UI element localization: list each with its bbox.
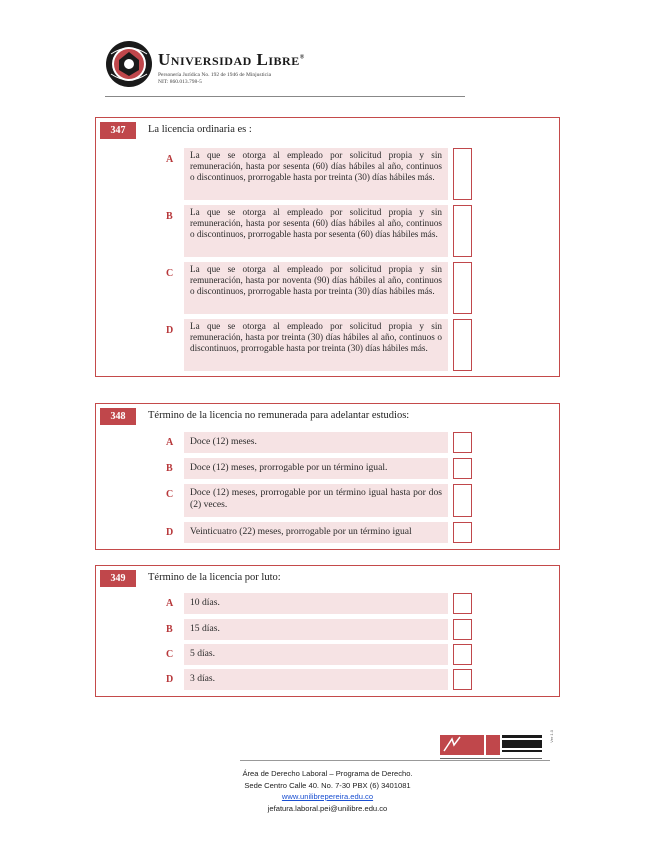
option-text: Doce (12) meses, prorrogable por un término igual hasta por dos (2) veces. — [184, 484, 448, 517]
question-text: La licencia ordinaria es : — [148, 124, 252, 135]
footer-website-link[interactable]: www.unilibrepereira.edu.co — [281, 792, 374, 801]
option-letter: A — [166, 154, 174, 165]
question-number: 349 — [100, 570, 136, 587]
answer-checkbox[interactable] — [453, 458, 472, 479]
header-divider — [105, 96, 465, 97]
question-text: Término de la licencia no remunerada para adelantar estudios: — [148, 410, 410, 421]
letterhead — [105, 40, 465, 100]
option-text: La que se otorga al empleado por solicitud propia y sin remuneración, hasta por treinta (30) días hábiles al año, continuos o discontinuos, prorrogable hasta por treinta (30) días hábiles más. — [184, 319, 448, 371]
option-text: Doce (12) meses. — [184, 432, 448, 453]
university-name: Universidad Libre® — [158, 50, 305, 69]
option-letter: A — [166, 598, 174, 609]
option-letter: B — [166, 211, 173, 222]
answer-checkbox[interactable] — [453, 644, 472, 665]
option-letter: C — [166, 268, 174, 279]
university-seal-icon — [105, 40, 153, 88]
option-letter: D — [166, 674, 174, 685]
footer-contact — [200, 768, 455, 814]
option-letter: B — [166, 624, 173, 635]
answer-checkbox[interactable] — [453, 262, 472, 314]
question-number: 347 — [100, 122, 136, 139]
vertical-code: Ver 1.0 — [549, 730, 554, 743]
option-letter: D — [166, 325, 174, 336]
option-letter: B — [166, 463, 173, 474]
answer-checkbox[interactable] — [453, 484, 472, 517]
option-text: La que se otorga al empleado por solicitud propia y sin remuneración, hasta por sesenta (60) días hábiles al año, continuos o discontinuos, prorrogable hasta por sesenta (60) días hábiles más. — [184, 205, 448, 257]
option-letter: D — [166, 527, 174, 538]
option-text: 10 días. — [184, 593, 448, 614]
option-text: 15 días. — [184, 619, 448, 640]
option-letter: C — [166, 489, 174, 500]
question-number: 348 — [100, 408, 136, 425]
question-347 — [95, 117, 560, 377]
option-text: La que se otorga al empleado por solicitud propia y sin remuneración, hasta por noventa (90) días hábiles al año, continuos o discontinuos, prorrogable hasta por treinta (30) días hábiles más. — [184, 262, 448, 314]
answer-checkbox[interactable] — [453, 669, 472, 690]
footer-email[interactable]: jefatura.laboral.pei@unilibre.edu.co — [267, 803, 388, 813]
university-subtitle: Personería Jurídica No. 192 de 1946 de Minjusticia NIT: 860.013.798-5 — [158, 72, 272, 85]
question-349 — [95, 565, 560, 697]
option-text: La que se otorga al empleado por solicitud propia y sin remuneración, hasta por sesenta (60) días hábiles al año, continuos o discontinuos, prorrogable hasta por treinta (30) días hábiles más. — [184, 148, 448, 200]
footer-divider — [240, 760, 550, 761]
answer-checkbox[interactable] — [453, 593, 472, 614]
answer-checkbox[interactable] — [453, 319, 472, 371]
option-text: 5 días. — [184, 644, 448, 665]
option-letter: A — [166, 437, 174, 448]
answer-checkbox[interactable] — [453, 522, 472, 543]
option-text: Veinticuatro (22) meses, prorrogable por un término igual — [184, 522, 448, 543]
footer-area: Área de Derecho Laboral – Programa de Derecho. — [242, 769, 413, 778]
footer-address: Sede Centro Calle 40. No. 7-30 PBX (6) 3401081 — [244, 780, 411, 790]
answer-checkbox[interactable] — [453, 619, 472, 640]
question-text: Término de la licencia por luto: — [148, 572, 281, 583]
option-text: 3 días. — [184, 669, 448, 690]
answer-checkbox[interactable] — [453, 205, 472, 257]
answer-checkbox[interactable] — [453, 432, 472, 453]
question-348 — [95, 403, 560, 550]
option-text: Doce (12) meses, prorrogable por un término igual. — [184, 458, 448, 479]
accreditation-logo-icon — [440, 731, 542, 761]
answer-checkbox[interactable] — [453, 148, 472, 200]
option-letter: C — [166, 649, 174, 660]
